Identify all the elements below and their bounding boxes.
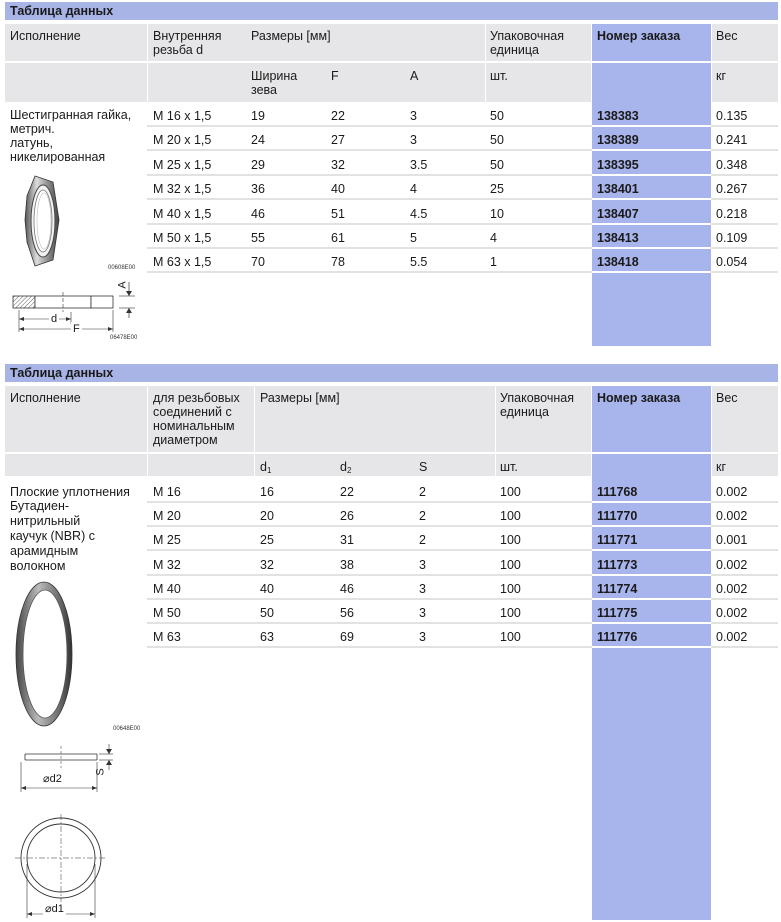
thread-cell: M 16	[153, 485, 181, 499]
weight-cell: 0.002	[716, 630, 748, 645]
data-table-hex-nut	[5, 2, 778, 346]
thread-cell: M 50 x 1,5	[153, 231, 212, 245]
diagram-label-f: F	[73, 323, 80, 335]
s-cell: 3	[419, 630, 426, 645]
subheader-wrench-1: Ширина	[251, 69, 298, 83]
description-line: волокном	[10, 559, 66, 573]
subheader-kg: кг	[716, 69, 727, 83]
order-number-cell: 111771	[597, 533, 638, 548]
pack-cell: 100	[500, 533, 521, 548]
subheader-f: F	[331, 69, 339, 83]
weight-cell: 0.002	[716, 509, 748, 524]
subheader-wrench-2: зева	[251, 83, 277, 97]
wrench-cell: 70	[251, 255, 265, 270]
subheader-pcs: шт.	[490, 69, 508, 83]
wrench-cell: 46	[251, 206, 265, 221]
thread-cell: M 16 x 1,5	[153, 109, 212, 123]
weight-cell: 0.002	[716, 606, 748, 620]
header-dims: Размеры [мм]	[251, 29, 331, 43]
description-line: Бутадиен-	[10, 499, 70, 513]
wrench-cell: 19	[251, 109, 265, 123]
pack-cell: 50	[490, 133, 504, 148]
description-line: Шестигранная гайка,	[10, 108, 132, 122]
d2-cell: 22	[340, 485, 354, 499]
order-number-cell: 111773	[597, 557, 638, 572]
weight-cell: 0.135	[716, 109, 748, 123]
f-cell: 40	[331, 182, 345, 197]
pack-cell: 100	[500, 485, 521, 499]
order-number-cell: 138407	[597, 206, 639, 221]
d2-cell: 38	[340, 557, 354, 572]
d1-cell: 32	[260, 557, 274, 572]
pack-cell: 50	[490, 157, 504, 172]
d2-cell: 56	[340, 606, 354, 620]
weight-cell: 0.241	[716, 133, 748, 148]
weight-cell: 0.001	[716, 533, 748, 548]
description-line: нитрильный	[10, 514, 81, 528]
header-thread-1: Внутренняя	[153, 29, 222, 43]
header-order: Номер заказа	[597, 391, 681, 405]
thread-cell: M 20	[153, 509, 181, 524]
weight-cell: 0.002	[716, 557, 748, 572]
a-cell: 5	[410, 231, 417, 245]
table-title: Таблица данных	[5, 364, 778, 382]
order-number-cell: 138413	[597, 231, 639, 245]
d1-cell: 20	[260, 509, 274, 524]
thread-cell: M 63	[153, 630, 181, 645]
order-number-cell: 111774	[597, 581, 638, 596]
thread-cell: M 63 x 1,5	[153, 255, 212, 270]
description-line: арамидным	[10, 544, 79, 558]
s-cell: 2	[419, 533, 426, 548]
header-thread-1: для резьбовых	[153, 391, 240, 405]
image-code: 06478E00	[110, 335, 138, 341]
header-pack-2: единица	[490, 43, 539, 57]
pack-cell: 4	[490, 231, 497, 245]
pack-cell: 100	[500, 557, 521, 572]
weight-cell: 0.109	[716, 231, 748, 245]
subheader-a: A	[410, 69, 419, 83]
header-execution: Исполнение	[10, 29, 81, 43]
header-weight: Вес	[716, 391, 738, 405]
a-cell: 4	[410, 182, 417, 197]
hex-nut-image	[13, 172, 73, 270]
diagram-label-d: d	[51, 313, 58, 325]
header-thread-2: соединений с	[153, 405, 232, 419]
weight-cell: 0.348	[716, 157, 748, 172]
diagram-label-a: A	[116, 281, 129, 289]
s-cell: 2	[419, 485, 426, 499]
subheader-d1: $d_1$	[260, 460, 272, 475]
pack-cell: 100	[500, 606, 521, 620]
header-dims: Размеры [мм]	[260, 391, 340, 405]
header-order: Номер заказа	[597, 29, 681, 43]
d1-cell: 16	[260, 485, 274, 499]
f-cell: 51	[331, 206, 345, 221]
s-cell: 3	[419, 606, 426, 620]
weight-cell: 0.002	[716, 485, 748, 499]
thread-cell: M 20 x 1,5	[153, 133, 212, 148]
f-cell: 27	[331, 133, 345, 148]
s-cell: 2	[419, 509, 426, 524]
a-cell: 3.5	[410, 157, 428, 172]
wrench-cell: 24	[251, 133, 265, 148]
header-execution: Исполнение	[10, 391, 81, 405]
description-line: никелированная	[10, 150, 106, 164]
s-cell: 3	[419, 557, 426, 572]
table-title: Таблица данных	[5, 2, 778, 20]
header-pack-1: Упаковочная	[500, 391, 574, 405]
order-number-cell: 111775	[597, 606, 638, 620]
wrench-cell: 36	[251, 182, 265, 197]
pack-cell: 10	[490, 206, 504, 221]
description-line: каучук (NBR) с	[10, 529, 95, 543]
weight-cell: 0.267	[716, 182, 748, 197]
thread-cell: M 40	[153, 581, 181, 596]
header-thread-3: номинальным	[153, 419, 235, 433]
weight-cell: 0.218	[716, 206, 748, 221]
diagram-label-d2: ⌀d2	[43, 773, 62, 785]
wrench-cell: 55	[251, 231, 265, 245]
order-number-cell: 138389	[597, 133, 639, 148]
description-line: метрич.	[10, 122, 55, 136]
thread-cell: M 40 x 1,5	[153, 206, 212, 221]
pack-cell: 100	[500, 581, 521, 596]
thread-cell: M 25	[153, 533, 181, 548]
thread-cell: M 32 x 1,5	[153, 182, 212, 197]
a-cell: 3	[410, 133, 417, 148]
d2-cell: 46	[340, 581, 354, 596]
diagram-label-s: S	[94, 768, 107, 776]
pack-cell: 1	[490, 255, 497, 270]
weight-cell: 0.054	[716, 255, 748, 270]
f-cell: 22	[331, 109, 345, 123]
pack-cell: 100	[500, 630, 521, 645]
order-number-cell: 111770	[597, 509, 638, 524]
subheader-d2: $d_2$	[340, 460, 352, 475]
d2-cell: 31	[340, 533, 354, 548]
subheader-s: S	[419, 460, 428, 474]
flat-seal-side-diagram	[15, 742, 125, 798]
order-number-cell: 138383	[597, 109, 639, 123]
a-cell: 5.5	[410, 255, 428, 270]
wrench-cell: 29	[251, 157, 265, 172]
data-table-flat-seals	[5, 364, 778, 920]
diagram-label-d1: ⌀d1	[45, 903, 64, 915]
thread-cell: M 32	[153, 557, 181, 572]
thread-cell: M 25 x 1,5	[153, 157, 212, 172]
order-number-cell: 111768	[597, 485, 638, 499]
a-cell: 4.5	[410, 206, 428, 221]
header-pack-2: единица	[500, 405, 549, 419]
order-number-cell: 138401	[597, 182, 639, 197]
description-line: латунь,	[10, 136, 53, 150]
f-cell: 61	[331, 231, 345, 245]
pack-cell: 50	[490, 109, 504, 123]
d1-cell: 25	[260, 533, 274, 548]
order-number-cell: 138418	[597, 255, 639, 270]
header-weight: Вес	[716, 29, 738, 43]
d1-cell: 63	[260, 630, 274, 645]
thread-cell: M 50	[153, 606, 181, 620]
image-code: 00648E00	[113, 726, 141, 732]
a-cell: 3	[410, 109, 417, 123]
header-thread-4: диаметром	[153, 433, 218, 447]
subheader-kg: кг	[716, 460, 727, 474]
d1-cell: 40	[260, 581, 274, 596]
pack-cell: 25	[490, 182, 504, 197]
subheader-pcs: шт.	[500, 460, 518, 474]
d2-cell: 69	[340, 630, 354, 645]
f-cell: 32	[331, 157, 345, 172]
weight-cell: 0.002	[716, 581, 748, 596]
flat-seal-image	[13, 578, 75, 730]
pack-cell: 100	[500, 509, 521, 524]
order-number-cell: 138395	[597, 157, 639, 172]
header-thread-2: резьба d	[153, 43, 204, 57]
f-cell: 78	[331, 255, 345, 270]
description-line: Плоские уплотнения	[10, 485, 130, 499]
header-pack-1: Упаковочная	[490, 29, 564, 43]
image-code: 00608E00	[108, 265, 136, 271]
d2-cell: 26	[340, 509, 354, 524]
order-column-band	[592, 386, 711, 920]
d1-cell: 50	[260, 606, 274, 620]
order-number-cell: 111776	[597, 630, 638, 645]
s-cell: 3	[419, 581, 426, 596]
